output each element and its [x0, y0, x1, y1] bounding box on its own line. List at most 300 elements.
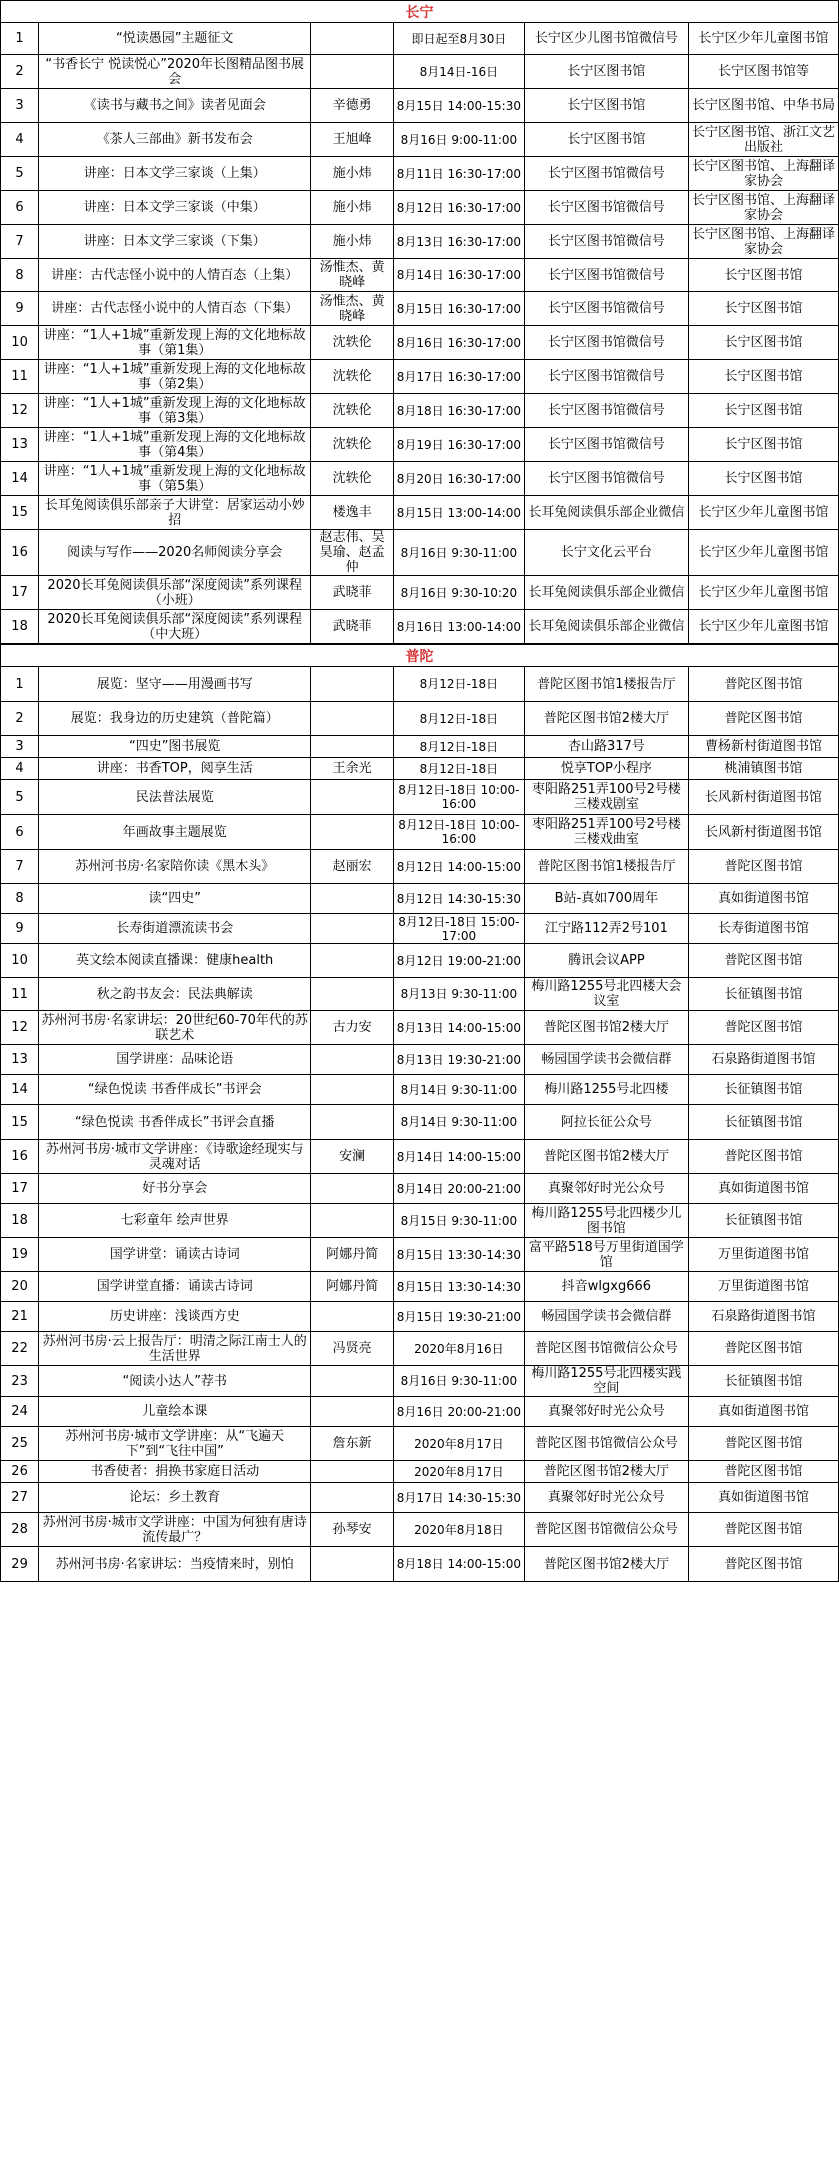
- table-row: [1, 326, 839, 360]
- cell-time: 8月14日 16:30-17:00: [393, 259, 524, 292]
- cell-title: 2020长耳兔阅读俱乐部“深度阅读”系列课程（小班）: [39, 576, 311, 610]
- cell-venue: 富平路518号万里街道国学馆: [524, 1238, 688, 1272]
- cell-title: 长寿街道漂流读书会: [39, 914, 311, 944]
- cell-venue: 枣阳路251弄100号2号楼三楼戏剧室: [524, 780, 688, 815]
- cell-org: 长风新村街道图书馆: [688, 815, 838, 850]
- table-row: [1, 1366, 839, 1397]
- cell-title: 苏州河书房·城市文学讲座：从“飞遍天下”到“飞往中国”: [39, 1427, 311, 1461]
- cell-time: 8月12日 14:00-15:00: [393, 850, 524, 884]
- table-row: [1, 815, 839, 850]
- cell-title: 英文绘本阅读直播课：健康health: [39, 944, 311, 978]
- cell-no: 1: [1, 23, 39, 55]
- table-row: [1, 1272, 839, 1302]
- table-row: [1, 780, 839, 815]
- cell-speaker: 施小炜: [311, 157, 394, 191]
- cell-venue: 长宁区图书馆微信号: [524, 292, 688, 326]
- cell-time: 8月12日-18日: [393, 667, 524, 702]
- cell-speaker: 冯贤亮: [311, 1332, 394, 1366]
- cell-speaker: [311, 1547, 394, 1582]
- cell-no: 21: [1, 1302, 39, 1332]
- cell-time: 8月16日 9:00-11:00: [393, 123, 524, 157]
- cell-org: 长征镇图书馆: [688, 1075, 838, 1105]
- table-row: [1, 428, 839, 462]
- cell-no: 25: [1, 1427, 39, 1461]
- cell-time: 8月14日-16日: [393, 55, 524, 89]
- cell-no: 7: [1, 850, 39, 884]
- cell-venue: 长宁区少儿图书馆微信号: [524, 23, 688, 55]
- cell-no: 5: [1, 780, 39, 815]
- cell-speaker: [311, 884, 394, 914]
- cell-no: 3: [1, 89, 39, 123]
- table-row: [1, 702, 839, 736]
- cell-org: 普陀区图书馆: [688, 702, 838, 736]
- cell-time: 8月17日 14:30-15:30: [393, 1483, 524, 1513]
- table-row: [1, 1397, 839, 1427]
- cell-org: 长宁区图书馆: [688, 428, 838, 462]
- table-row: [1, 1075, 839, 1105]
- cell-venue: 长宁区图书馆微信号: [524, 259, 688, 292]
- cell-speaker: 阿娜丹简: [311, 1238, 394, 1272]
- cell-title: 苏州河书房·名家陪你读《黑木头》: [39, 850, 311, 884]
- cell-venue: 普陀区图书馆1楼报告厅: [524, 850, 688, 884]
- cell-speaker: 武晓菲: [311, 576, 394, 610]
- cell-no: 12: [1, 394, 39, 428]
- cell-speaker: 沈轶伦: [311, 428, 394, 462]
- table-row: [1, 736, 839, 758]
- cell-title: 讲座：日本文学三家谈（中集）: [39, 191, 311, 225]
- cell-speaker: 沈轶伦: [311, 394, 394, 428]
- cell-venue: 长宁文化云平台: [524, 530, 688, 576]
- cell-no: 19: [1, 1238, 39, 1272]
- table-row: [1, 884, 839, 914]
- cell-venue: 梅川路1255号北四楼大会议室: [524, 978, 688, 1011]
- cell-speaker: 阿娜丹简: [311, 1272, 394, 1302]
- cell-venue: 长宁区图书馆: [524, 89, 688, 123]
- cell-org: 普陀区图书馆: [688, 1461, 838, 1483]
- cell-venue: 抖音wlgxg666: [524, 1272, 688, 1302]
- cell-speaker: 辛德勇: [311, 89, 394, 123]
- cell-speaker: [311, 780, 394, 815]
- cell-speaker: [311, 1461, 394, 1483]
- table-row: [1, 259, 839, 292]
- cell-time: 8月12日-18日 10:00-16:00: [393, 780, 524, 815]
- events-table: [0, 22, 839, 644]
- table-row: [1, 1174, 839, 1204]
- table-row: [1, 850, 839, 884]
- cell-speaker: 詹东新: [311, 1427, 394, 1461]
- cell-title: 儿童绘本课: [39, 1397, 311, 1427]
- cell-no: 8: [1, 884, 39, 914]
- cell-no: 15: [1, 496, 39, 530]
- cell-title: 七彩童年 绘声世界: [39, 1204, 311, 1238]
- cell-speaker: [311, 736, 394, 758]
- cell-org: 石泉路街道图书馆: [688, 1302, 838, 1332]
- cell-time: 8月15日 19:30-21:00: [393, 1302, 524, 1332]
- cell-org: 长风新村街道图书馆: [688, 780, 838, 815]
- cell-time: 8月12日-18日: [393, 758, 524, 780]
- table-row: [1, 292, 839, 326]
- cell-time: 8月12日-18日: [393, 702, 524, 736]
- cell-no: 8: [1, 259, 39, 292]
- table-row: [1, 360, 839, 394]
- cell-no: 22: [1, 1332, 39, 1366]
- cell-speaker: [311, 1397, 394, 1427]
- cell-time: 8月16日 20:00-21:00: [393, 1397, 524, 1427]
- cell-title: 国学讲堂：诵读古诗词: [39, 1238, 311, 1272]
- cell-no: 7: [1, 225, 39, 259]
- cell-org: 长征镇图书馆: [688, 978, 838, 1011]
- table-row: [1, 23, 839, 55]
- cell-org: 真如街道图书馆: [688, 1397, 838, 1427]
- table-row: [1, 55, 839, 89]
- cell-org: 长宁区少年儿童图书馆: [688, 496, 838, 530]
- cell-title: 讲座：“1人+1城”重新发现上海的文化地标故事（第2集）: [39, 360, 311, 394]
- cell-time: 8月14日 14:00-15:00: [393, 1140, 524, 1174]
- cell-speaker: 武晓菲: [311, 610, 394, 644]
- cell-speaker: 孙琴安: [311, 1513, 394, 1547]
- table-row: [1, 1140, 839, 1174]
- cell-title: “绿色悦读 书香伴成长”书评会直播: [39, 1105, 311, 1140]
- cell-title: “书香长宁 悦读悦心”2020年长图精品图书展会: [39, 55, 311, 89]
- cell-venue: 真聚邻好时光公众号: [524, 1397, 688, 1427]
- cell-venue: 梅川路1255号北四楼少儿图书馆: [524, 1204, 688, 1238]
- cell-venue: 长宁区图书馆微信号: [524, 360, 688, 394]
- cell-venue: 悦享TOP小程序: [524, 758, 688, 780]
- cell-venue: 梅川路1255号北四楼: [524, 1075, 688, 1105]
- cell-speaker: [311, 667, 394, 702]
- cell-venue: B站-真如700周年: [524, 884, 688, 914]
- cell-venue: 长宁区图书馆: [524, 55, 688, 89]
- cell-speaker: 沈轶伦: [311, 462, 394, 496]
- cell-time: 8月18日 14:00-15:00: [393, 1547, 524, 1582]
- cell-title: 苏州河书房·云上报告厅：明清之际江南士人的生活世界: [39, 1332, 311, 1366]
- cell-time: 8月13日 14:00-15:00: [393, 1011, 524, 1045]
- cell-time: 8月15日 13:00-14:00: [393, 496, 524, 530]
- cell-venue: 长宁区图书馆: [524, 123, 688, 157]
- cell-time: 8月15日 13:30-14:30: [393, 1238, 524, 1272]
- cell-venue: 长宁区图书馆微信号: [524, 191, 688, 225]
- cell-org: 万里街道图书馆: [688, 1238, 838, 1272]
- cell-venue: 梅川路1255号北四楼实践空间: [524, 1366, 688, 1397]
- table-row: [1, 1105, 839, 1140]
- cell-time: 2020年8月18日: [393, 1513, 524, 1547]
- table-row: [1, 944, 839, 978]
- cell-org: 普陀区图书馆: [688, 1011, 838, 1045]
- cell-time: 8月13日 9:30-11:00: [393, 978, 524, 1011]
- cell-speaker: [311, 1105, 394, 1140]
- cell-org: 石泉路街道图书馆: [688, 1045, 838, 1075]
- cell-time: 8月12日-18日 15:00-17:00: [393, 914, 524, 944]
- cell-venue: 普陀区图书馆2楼大厅: [524, 1547, 688, 1582]
- cell-venue: 腾讯会议APP: [524, 944, 688, 978]
- cell-venue: 江宁路112弄2号101: [524, 914, 688, 944]
- cell-speaker: 沈轶伦: [311, 326, 394, 360]
- table-row: [1, 225, 839, 259]
- cell-venue: 真聚邻好时光公众号: [524, 1483, 688, 1513]
- cell-org: 普陀区图书馆: [688, 1140, 838, 1174]
- cell-org: 长宁区图书馆、中华书局: [688, 89, 838, 123]
- cell-time: 8月14日 20:00-21:00: [393, 1174, 524, 1204]
- cell-org: 长宁区图书馆、浙江文艺出版社: [688, 123, 838, 157]
- cell-title: 长耳兔阅读俱乐部亲子大讲堂：居家运动小妙招: [39, 496, 311, 530]
- cell-speaker: 安澜: [311, 1140, 394, 1174]
- cell-venue: 普陀区图书馆2楼大厅: [524, 702, 688, 736]
- cell-no: 6: [1, 815, 39, 850]
- table-row: [1, 978, 839, 1011]
- cell-title: 苏州河书房·城市文学讲座：中国为何独有唐诗流传最广？: [39, 1513, 311, 1547]
- table-row: [1, 157, 839, 191]
- table-row: [1, 1461, 839, 1483]
- table-row: [1, 530, 839, 576]
- table-row: [1, 1204, 839, 1238]
- cell-no: 10: [1, 326, 39, 360]
- table-row: [1, 610, 839, 644]
- cell-venue: 长耳兔阅读俱乐部企业微信: [524, 496, 688, 530]
- cell-no: 1: [1, 667, 39, 702]
- cell-time: 8月12日 14:30-15:30: [393, 884, 524, 914]
- cell-title: 讲座：日本文学三家谈（上集）: [39, 157, 311, 191]
- cell-org: 普陀区图书馆: [688, 850, 838, 884]
- cell-time: 8月11日 16:30-17:00: [393, 157, 524, 191]
- table-row: [1, 914, 839, 944]
- cell-speaker: [311, 1204, 394, 1238]
- cell-no: 16: [1, 530, 39, 576]
- cell-speaker: 王旭峰: [311, 123, 394, 157]
- cell-org: 长宁区图书馆: [688, 326, 838, 360]
- cell-no: 13: [1, 428, 39, 462]
- cell-no: 6: [1, 191, 39, 225]
- section-header: 长宁: [0, 0, 839, 22]
- cell-title: 历史讲座：浅谈西方史: [39, 1302, 311, 1332]
- cell-org: 长宁区图书馆、上海翻译家协会: [688, 157, 838, 191]
- cell-title: 讲座：古代志怪小说中的人情百态（下集）: [39, 292, 311, 326]
- cell-title: 苏州河书房·名家讲坛：当疫情来时，别怕: [39, 1547, 311, 1582]
- cell-no: 27: [1, 1483, 39, 1513]
- cell-venue: 阿拉长征公众号: [524, 1105, 688, 1140]
- cell-no: 2: [1, 55, 39, 89]
- cell-venue: 长宁区图书馆微信号: [524, 462, 688, 496]
- cell-time: 8月16日 9:30-10:20: [393, 576, 524, 610]
- cell-no: 12: [1, 1011, 39, 1045]
- table-row: [1, 576, 839, 610]
- cell-title: 展览：我身边的历史建筑（普陀篇）: [39, 702, 311, 736]
- cell-no: 9: [1, 292, 39, 326]
- cell-title: 讲座：日本文学三家谈（下集）: [39, 225, 311, 259]
- cell-time: 8月14日 9:30-11:00: [393, 1075, 524, 1105]
- cell-title: 苏州河书房·城市文学讲座：《诗歌途经现实与灵魂对话: [39, 1140, 311, 1174]
- cell-title: “绿色悦读 书香伴成长”书评会: [39, 1075, 311, 1105]
- cell-title: 年画故事主题展览: [39, 815, 311, 850]
- cell-venue: 普陀区图书馆微信公众号: [524, 1427, 688, 1461]
- cell-time: 8月16日 16:30-17:00: [393, 326, 524, 360]
- cell-time: 8月19日 16:30-17:00: [393, 428, 524, 462]
- cell-time: 8月15日 9:30-11:00: [393, 1204, 524, 1238]
- table-row: [1, 89, 839, 123]
- cell-title: 《茶人三部曲》新书发布会: [39, 123, 311, 157]
- cell-no: 28: [1, 1513, 39, 1547]
- cell-no: 5: [1, 157, 39, 191]
- cell-no: 3: [1, 736, 39, 758]
- cell-org: 长宁区图书馆、上海翻译家协会: [688, 191, 838, 225]
- table-row: [1, 1483, 839, 1513]
- cell-title: 书香使者：捐换书家庭日活动: [39, 1461, 311, 1483]
- cell-no: 29: [1, 1547, 39, 1582]
- cell-venue: 长宁区图书馆微信号: [524, 157, 688, 191]
- cell-venue: 普陀区图书馆微信公众号: [524, 1332, 688, 1366]
- cell-org: 真如街道图书馆: [688, 1174, 838, 1204]
- cell-title: “悦读愚园”主题征文: [39, 23, 311, 55]
- cell-speaker: [311, 1174, 394, 1204]
- cell-venue: 枣阳路251弄100号2号楼三楼戏曲室: [524, 815, 688, 850]
- cell-speaker: 赵丽宏: [311, 850, 394, 884]
- cell-title: 论坛：乡土教育: [39, 1483, 311, 1513]
- cell-title: 讲座：“1人+1城”重新发现上海的文化地标故事（第1集）: [39, 326, 311, 360]
- cell-no: 4: [1, 123, 39, 157]
- cell-venue: 长耳兔阅读俱乐部企业微信: [524, 610, 688, 644]
- cell-time: 8月12日 19:00-21:00: [393, 944, 524, 978]
- cell-time: 8月17日 16:30-17:00: [393, 360, 524, 394]
- cell-org: 真如街道图书馆: [688, 884, 838, 914]
- cell-title: 讲座：“1人+1城”重新发现上海的文化地标故事（第4集）: [39, 428, 311, 462]
- cell-title: “阅读小达人”荐书: [39, 1366, 311, 1397]
- cell-venue: 长宁区图书馆微信号: [524, 225, 688, 259]
- cell-time: 8月15日 16:30-17:00: [393, 292, 524, 326]
- cell-title: 民法普法展览: [39, 780, 311, 815]
- cell-time: 8月13日 16:30-17:00: [393, 225, 524, 259]
- table-row: [1, 1427, 839, 1461]
- cell-venue: 长宁区图书馆微信号: [524, 326, 688, 360]
- cell-speaker: 王余光: [311, 758, 394, 780]
- cell-no: 17: [1, 576, 39, 610]
- cell-venue: 真聚邻好时光公众号: [524, 1174, 688, 1204]
- cell-venue: 杏山路317号: [524, 736, 688, 758]
- cell-speaker: [311, 23, 394, 55]
- table-row: [1, 123, 839, 157]
- cell-venue: 普陀区图书馆2楼大厅: [524, 1461, 688, 1483]
- cell-time: 2020年8月17日: [393, 1461, 524, 1483]
- cell-org: 真如街道图书馆: [688, 1483, 838, 1513]
- cell-org: 普陀区图书馆: [688, 1332, 838, 1366]
- cell-venue: 普陀区图书馆2楼大厅: [524, 1011, 688, 1045]
- cell-speaker: 汤惟杰、黄晓峰: [311, 292, 394, 326]
- cell-org: 长寿街道图书馆: [688, 914, 838, 944]
- cell-time: 8月13日 19:30-21:00: [393, 1045, 524, 1075]
- events-table: [0, 666, 839, 1582]
- section-header: 普陀: [0, 644, 839, 666]
- cell-no: 13: [1, 1045, 39, 1075]
- cell-title: 秋之韵书友会：民法典解读: [39, 978, 311, 1011]
- table-row: [1, 462, 839, 496]
- cell-org: 长宁区少年儿童图书馆: [688, 610, 838, 644]
- cell-org: 长宁区图书馆: [688, 462, 838, 496]
- cell-title: 苏州河书房·名家讲坛：20世纪60-70年代的苏联艺术: [39, 1011, 311, 1045]
- cell-no: 15: [1, 1105, 39, 1140]
- cell-org: 长征镇图书馆: [688, 1105, 838, 1140]
- cell-no: 18: [1, 1204, 39, 1238]
- table-row: [1, 667, 839, 702]
- cell-org: 曹杨新村街道图书馆: [688, 736, 838, 758]
- cell-venue: 普陀区图书馆1楼报告厅: [524, 667, 688, 702]
- cell-no: 26: [1, 1461, 39, 1483]
- cell-speaker: [311, 978, 394, 1011]
- table-row: [1, 758, 839, 780]
- cell-time: 即日起至8月30日: [393, 23, 524, 55]
- cell-org: 长宁区图书馆: [688, 394, 838, 428]
- cell-title: 好书分享会: [39, 1174, 311, 1204]
- cell-org: 长宁区少年儿童图书馆: [688, 23, 838, 55]
- cell-time: 8月16日 9:30-11:00: [393, 530, 524, 576]
- cell-no: 11: [1, 360, 39, 394]
- cell-time: 8月12日 16:30-17:00: [393, 191, 524, 225]
- cell-title: “四史”图书展览: [39, 736, 311, 758]
- cell-speaker: 古力安: [311, 1011, 394, 1045]
- cell-title: 国学讲堂直播：诵读古诗词: [39, 1272, 311, 1302]
- table-row: [1, 1045, 839, 1075]
- cell-speaker: [311, 1045, 394, 1075]
- cell-org: 普陀区图书馆: [688, 667, 838, 702]
- cell-org: 普陀区图书馆: [688, 1427, 838, 1461]
- cell-org: 长征镇图书馆: [688, 1204, 838, 1238]
- cell-no: 17: [1, 1174, 39, 1204]
- cell-speaker: [311, 1075, 394, 1105]
- cell-title: 讲座：书香TOP，阅享生活: [39, 758, 311, 780]
- cell-speaker: [311, 815, 394, 850]
- cell-no: 2: [1, 702, 39, 736]
- cell-venue: 普陀区图书馆2楼大厅: [524, 1140, 688, 1174]
- cell-org: 万里街道图书馆: [688, 1272, 838, 1302]
- cell-time: 8月16日 9:30-11:00: [393, 1366, 524, 1397]
- cell-time: 8月18日 16:30-17:00: [393, 394, 524, 428]
- table-row: [1, 1332, 839, 1366]
- table-row: [1, 1513, 839, 1547]
- cell-org: 长宁区图书馆、上海翻译家协会: [688, 225, 838, 259]
- table-row: [1, 1238, 839, 1272]
- cell-org: 普陀区图书馆: [688, 1513, 838, 1547]
- cell-title: 讲座：“1人+1城”重新发现上海的文化地标故事（第3集）: [39, 394, 311, 428]
- cell-no: 14: [1, 462, 39, 496]
- cell-org: 长宁区少年儿童图书馆: [688, 530, 838, 576]
- cell-title: 讲座：“1人+1城”重新发现上海的文化地标故事（第5集）: [39, 462, 311, 496]
- cell-speaker: [311, 944, 394, 978]
- cell-speaker: [311, 55, 394, 89]
- cell-no: 9: [1, 914, 39, 944]
- cell-no: 16: [1, 1140, 39, 1174]
- cell-org: 长宁区图书馆等: [688, 55, 838, 89]
- cell-venue: 普陀区图书馆微信公众号: [524, 1513, 688, 1547]
- cell-title: 读“四史”: [39, 884, 311, 914]
- cell-speaker: 汤惟杰、黄晓峰: [311, 259, 394, 292]
- cell-no: 24: [1, 1397, 39, 1427]
- cell-venue: 畅园国学读书会微信群: [524, 1302, 688, 1332]
- cell-no: 20: [1, 1272, 39, 1302]
- cell-no: 14: [1, 1075, 39, 1105]
- table-row: [1, 1011, 839, 1045]
- cell-speaker: [311, 1483, 394, 1513]
- cell-speaker: 楼逸丰: [311, 496, 394, 530]
- cell-venue: 长宁区图书馆微信号: [524, 428, 688, 462]
- cell-speaker: [311, 1302, 394, 1332]
- cell-venue: 长宁区图书馆微信号: [524, 394, 688, 428]
- cell-time: 8月12日-18日 10:00-16:00: [393, 815, 524, 850]
- cell-org: 长征镇图书馆: [688, 1366, 838, 1397]
- cell-org: 长宁区少年儿童图书馆: [688, 576, 838, 610]
- cell-title: 阅读与写作——2020名师阅读分享会: [39, 530, 311, 576]
- cell-time: 8月15日 13:30-14:30: [393, 1272, 524, 1302]
- cell-speaker: [311, 914, 394, 944]
- cell-time: 8月14日 9:30-11:00: [393, 1105, 524, 1140]
- cell-speaker: 施小炜: [311, 225, 394, 259]
- cell-no: 4: [1, 758, 39, 780]
